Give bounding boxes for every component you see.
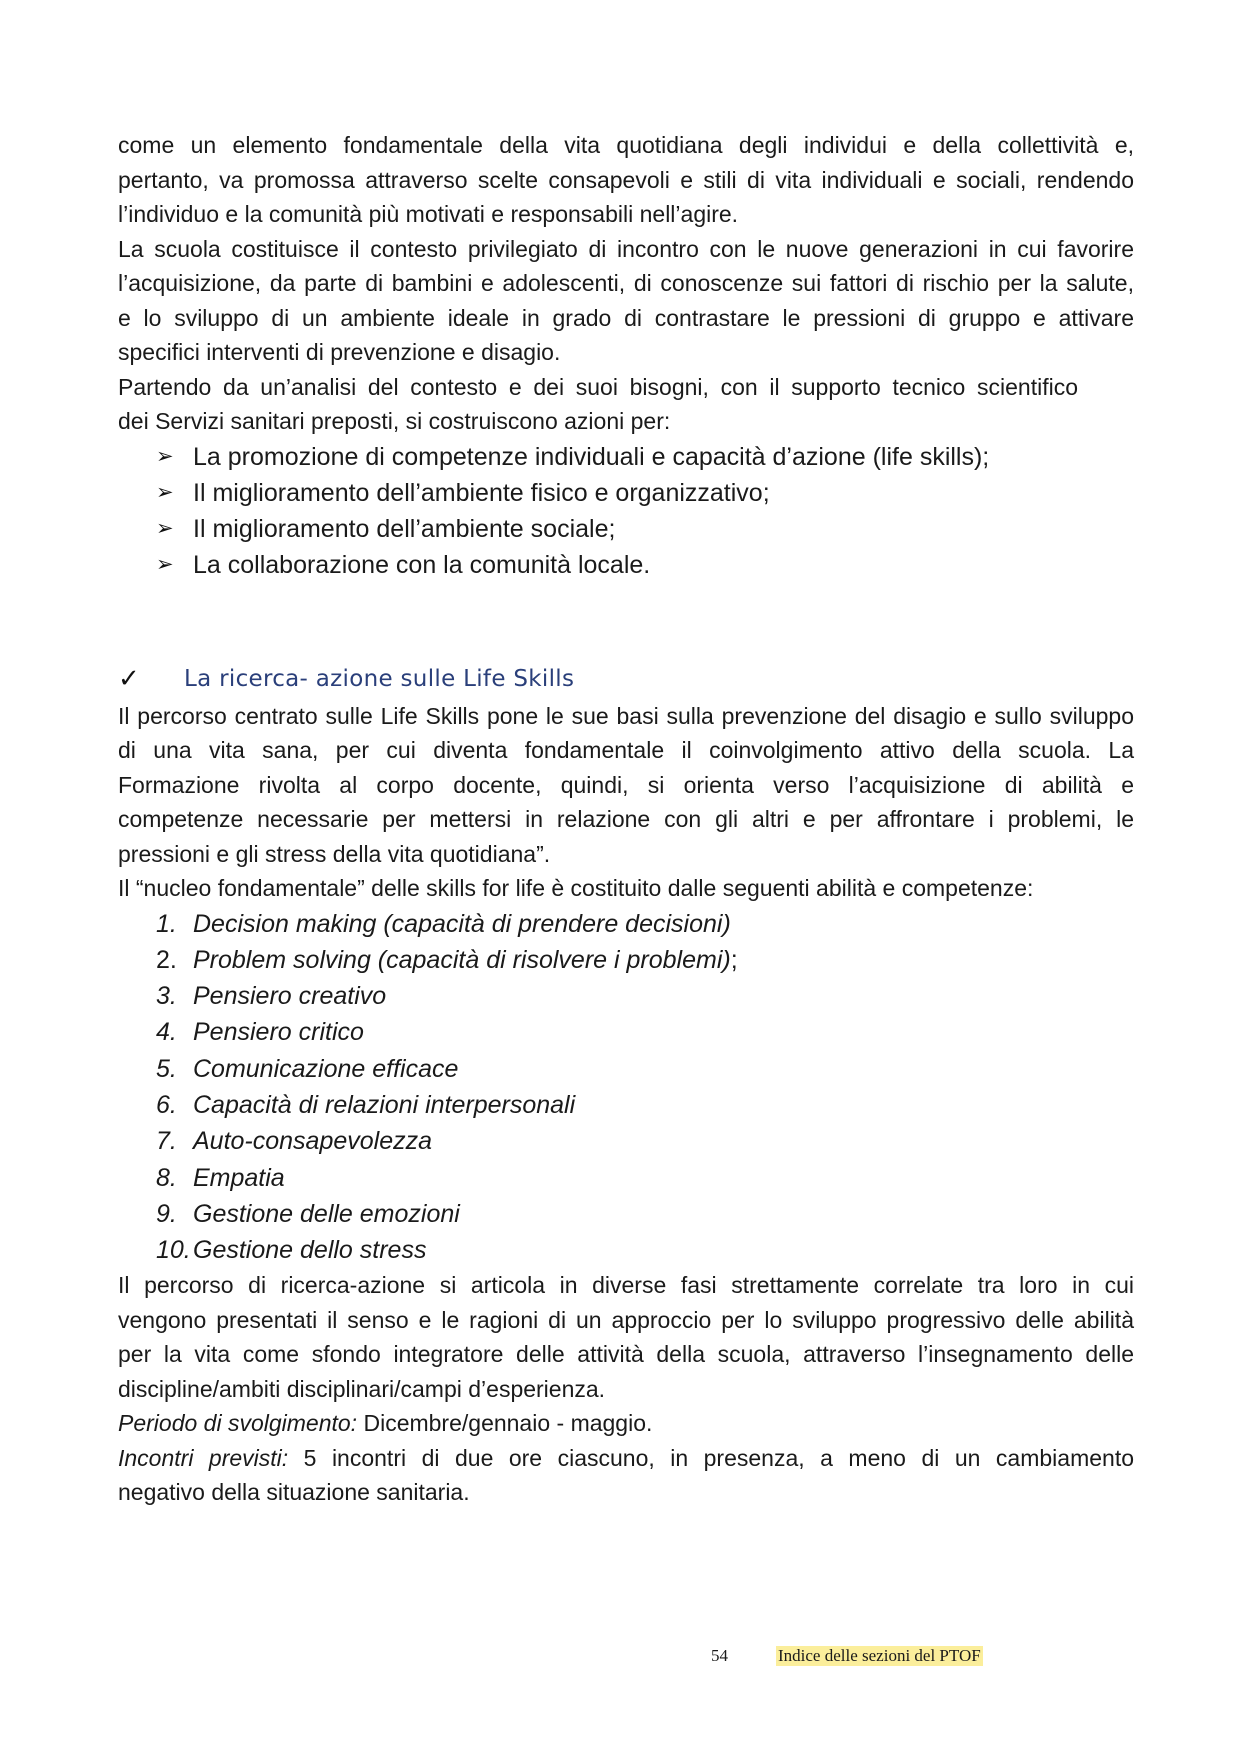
skill-text: Pensiero critico — [193, 1018, 364, 1047]
paragraph-line: competenze necessarie per mettersi in relazione con gli altri e per affrontare i problemi, le — [118, 806, 1134, 832]
paragraph-line: di una vita sana, per cui diventa fondamentale il coinvolgimento attivo della scuola. La — [118, 737, 1134, 763]
skill-item — [156, 1232, 1134, 1268]
paragraph-line: discipline/ambiti disciplinari/campi d’esperienza. — [118, 1375, 606, 1402]
paragraph-line: Partendo da un’analisi del contesto e dei suoi bisogni, con il supporto tecnico scientifico — [118, 373, 1078, 400]
page-number: 54 — [711, 1646, 728, 1665]
section-heading — [118, 659, 1134, 699]
skill-item — [156, 978, 1134, 1014]
paragraph-line: Il “nucleo fondamentale” delle skills for life è costituito dalle seguenti abilità e competenze: — [118, 875, 1034, 901]
arrow-bullet-icon: ➢ — [156, 516, 174, 540]
skill-text: Comunicazione efficace — [193, 1054, 459, 1083]
skill-number: 10. — [156, 1236, 191, 1265]
skill-suffix: ; — [730, 945, 738, 974]
skill-text: Gestione delle emozioni — [193, 1199, 460, 1228]
toc-link[interactable]: Indice delle sezioni del PTOF — [778, 1646, 981, 1665]
paragraph-line: pressioni e gli stress della vita quotidiana”. — [118, 840, 551, 867]
skill-text: Problem solving (capacità di risolvere i problemi) — [193, 945, 731, 974]
section-heading-text: La ricerca- azione sulle Life Skills — [184, 665, 575, 692]
arrow-bullet-icon: ➢ — [156, 444, 174, 468]
skill-item — [156, 1123, 1134, 1159]
skill-number: 2. — [156, 945, 177, 974]
skill-item — [156, 1014, 1134, 1050]
checkmark-icon: ✓ — [118, 663, 140, 693]
meetings-label: Incontri previsti: — [118, 1444, 289, 1471]
paragraph-line: Formazione rivolta al corpo docente, quindi, si orienta verso l’acquisizione di abilità e — [118, 771, 1134, 798]
skill-text: Capacità di relazioni interpersonali — [193, 1090, 576, 1119]
paragraph-line: Il percorso di ricerca-azione si articola in diverse fasi strettamente correlate tra loro in cui — [118, 1272, 1134, 1299]
list-item-text: La promozione di competenze individuali e capacità d’azione (life skills); — [193, 442, 990, 471]
list-item — [156, 439, 1134, 475]
skill-number: 5. — [156, 1054, 177, 1083]
skill-number: 7. — [156, 1127, 177, 1156]
skill-text: Pensiero creativo — [193, 982, 387, 1011]
paragraph-line: e lo sviluppo di un ambiente ideale in grado di contrastare le pressioni di gruppo e attivare — [118, 304, 1134, 331]
skill-item — [156, 906, 1134, 942]
paragraph-line: La scuola costituisce il contesto privilegiato di incontro con le nuove generazioni in cui favorire — [118, 235, 1134, 262]
list-item — [156, 547, 1134, 583]
period-value: Dicembre/gennaio - maggio. — [357, 1410, 653, 1437]
skill-number: 3. — [156, 982, 177, 1011]
skill-number: 1. — [156, 909, 177, 938]
list-item — [156, 475, 1134, 511]
list-item-text: La collaborazione con la comunità locale. — [193, 550, 651, 579]
skill-item — [156, 1196, 1134, 1232]
paragraph-line: l’individuo e la comunità più motivati e responsabili nell’agire. — [118, 201, 739, 227]
skill-text: Auto-consapevolezza — [193, 1127, 433, 1156]
paragraph-line: l’acquisizione, da parte di bambini e adolescenti, di conoscenze sui fattori di rischio per la salute, — [118, 270, 1134, 296]
skill-text: Gestione dello stress — [193, 1236, 427, 1265]
skill-number: 9. — [156, 1199, 177, 1228]
paragraph-line: dei Servizi sanitari preposti, si costruiscono azioni per: — [118, 408, 671, 434]
meetings-line — [118, 1441, 1134, 1476]
list-item — [156, 511, 1134, 547]
arrow-bullet-icon: ➢ — [156, 552, 174, 576]
skill-item — [156, 1087, 1134, 1123]
period-label: Periodo di svolgimento: — [118, 1410, 358, 1437]
skill-number: 4. — [156, 1018, 177, 1047]
skill-item — [156, 942, 1134, 978]
list-item-text: Il miglioramento dell’ambiente fisico e organizzativo; — [193, 478, 770, 507]
paragraph-line: pertanto, va promossa attraverso scelte consapevoli e stili di vita individuali e sociali, rendendo — [118, 166, 1134, 193]
paragraph-line: specifici interventi di prevenzione e disagio. — [118, 339, 561, 365]
paragraph-line: Il percorso centrato sulle Life Skills pone le sue basi sulla prevenzione del disagio e sullo sviluppo — [118, 702, 1134, 729]
skill-item — [156, 1160, 1134, 1196]
paragraph-line: vengono presentati il senso e le ragioni di un approccio per lo sviluppo progressivo delle abilità — [118, 1306, 1134, 1333]
skill-number: 6. — [156, 1090, 177, 1119]
skill-item — [156, 1051, 1134, 1087]
document-page — [118, 128, 1134, 1510]
paragraph-line: negativo della situazione sanitaria. — [118, 1479, 470, 1506]
list-item-text: Il miglioramento dell’ambiente sociale; — [193, 514, 616, 543]
arrow-bullet-icon: ➢ — [156, 480, 174, 504]
skill-text: Decision making (capacità di prendere decisioni) — [193, 909, 731, 938]
paragraph-line: per la vita come sfondo integratore delle attività della scuola, attraverso l’insegnamento delle — [118, 1341, 1134, 1368]
skill-number: 8. — [156, 1163, 177, 1192]
skills-list — [118, 906, 1134, 1269]
paragraph-line: come un elemento fondamentale della vita quotidiana degli individui e della collettività e, — [118, 132, 1134, 158]
skill-text: Empatia — [193, 1163, 285, 1192]
meetings-value: 5 incontri di due ore ciascuno, in presenza, a meno di un cambiamento — [288, 1444, 1134, 1471]
actions-list — [118, 439, 1134, 583]
period-line — [118, 1406, 1134, 1441]
